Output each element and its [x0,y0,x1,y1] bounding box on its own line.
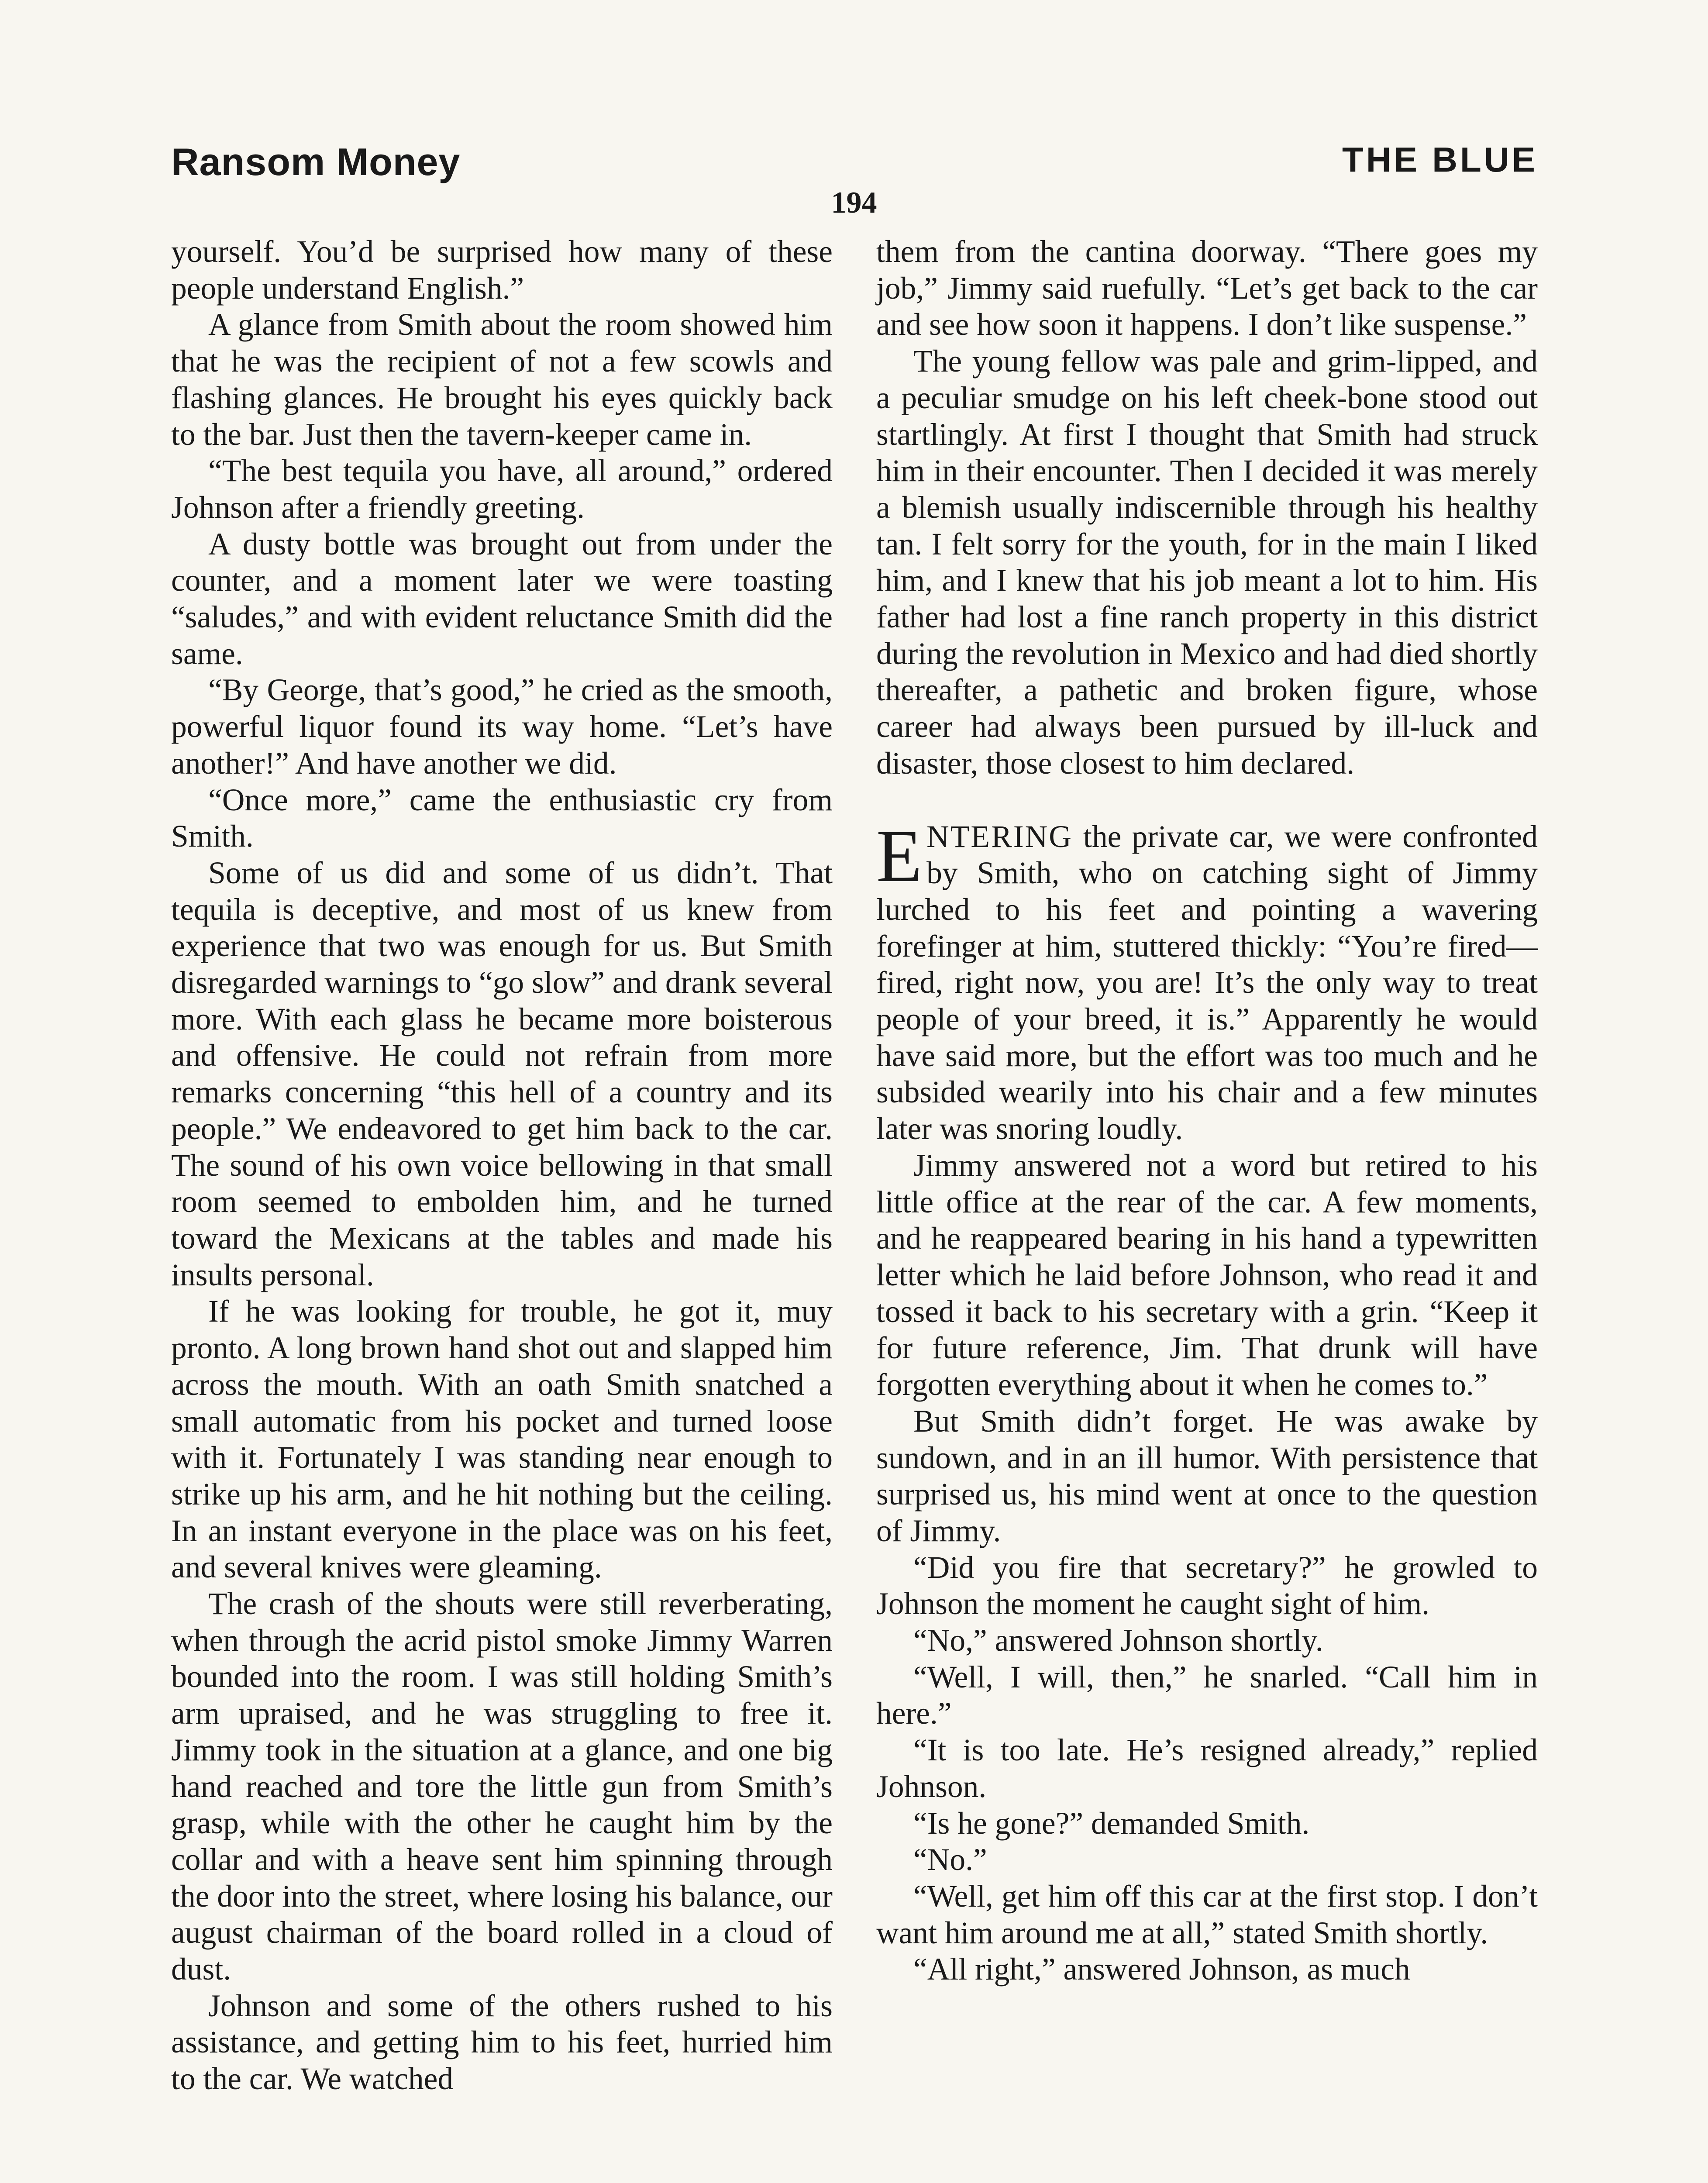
paragraph: The young fellow was pale and grim-lipped, and a peculiar smudge on his left cheek-bone stood out startlingly. At first I thought that Smith had struck him in their encounter. Then I decided it was merely a blemish usually indiscernible through his healthy tan. I felt sorry for the youth, for in the main I liked him, and I knew that his job meant a lot to him. His father had lost a fine ranch property in this district during the revolution in Mexico and had died shortly thereafter, a pathetic and broken figure, whose career had always been pursued by ill-luck and disaster, those closest to him declared. [876,344,1538,781]
paragraph: “It is too late. He’s resigned already,” replied Johnson. [876,1733,1538,1804]
magazine-name: THE BLUE [1342,140,1538,179]
paragraph: “Is he gone?” demanded Smith. [913,1806,1310,1841]
running-header [171,140,1538,188]
paragraph: A dusty bottle was brought out from under the counter, and a moment later we were toasting “saludes,” and with evident reluctance Smith did the same. [171,527,833,671]
paragraph: The crash of the shouts were still reverberating, when through the acrid pistol smoke Jimmy Warren bounded into the room. I was still holding Smith’s arm upraised, and he was struggling to free it. Jimmy took in the situation at a glance, and one big hand reached and tore the little gun from Smith’s grasp, while with the other he caught him by the collar and with a heave sent him spinning through the door into the street, where losing his balance, our august chairman of the board rolled in a cloud of dust. [171,1587,833,1987]
paragraph: Jimmy answered not a word but retired to his little office at the rear of the car. A few moments, and he reappeared bearing in his hand a typewritten letter which he laid before Johnson, who read it and tossed it back to his secretary with a grin. “Keep it for future reference, Jim. That drunk will have forgotten everything about it when he comes to.” [876,1148,1538,1402]
paragraph: “Well, I will, then,” he snarled. “Call him in here.” [876,1660,1538,1731]
paragraph: “By George, that’s good,” he cried as the smooth, powerful liquor found its way home. “Let’s have another!” And have another we did. [171,673,833,781]
page-number: 194 [831,186,877,220]
paragraph: “Did you fire that secretary?” he growled to Johnson the moment he caught sight of him. [876,1550,1538,1622]
section-break [876,782,1538,819]
drop-cap: E [876,814,923,898]
paragraph: Johnson and some of the others rushed to his assistance, and getting him to his feet, hurried him to the car. We watched [171,1988,833,2097]
paragraph: “All right,” answered Johnson, as much [913,1952,1410,1987]
paragraph: yourself. You’d be surprised how many of these people understand English.” [171,234,833,306]
dropcap-paragraph [876,814,1538,1147]
left-column [171,234,833,2097]
story-title: Ransom Money [171,140,461,183]
dropcap-lead-word: NTERING [926,819,1073,854]
paragraph: “Well, get him off this car at the first stop. I don’t want him around me at all,” stated Smith shortly. [876,1879,1538,1950]
paragraph: them from the cantina doorway. “There goes my job,” Jimmy said ruefully. “Let’s get back to the car and see how soon it happens. I don’t like suspense.” [876,234,1538,342]
paragraph: Some of us did and some of us didn’t. That tequila is deceptive, and most of us knew from experience that two was enough for us. But Smith disregarded warnings to “go slow” and drank several more. With each glass he became more boisterous and offensive. He could not refrain from more remarks concerning “this hell of a country and its people.” We endeavored to get him back to the car. The sound of his own voice bellowing in that small room seemed to embolden him, and he turned toward the Mexicans at the tables and made his insults personal. [171,855,833,1292]
paragraph: A glance from Smith about the room showed him that he was the recipient of not a few scowls and flashing glances. He brought his eyes quickly back to the bar. Just then the tavern-keeper came in. [171,307,833,452]
paragraph: “No.” [913,1842,987,1877]
right-column [876,234,1538,1988]
paragraph: “No,” answered Johnson shortly. [913,1623,1323,1658]
paragraph: “The best tequila you have, all around,” ordered Johnson after a friendly greeting. [171,454,833,525]
paragraph: If he was looking for trouble, he got it, muy pronto. A long brown hand shot out and slapped him across the mouth. With an oath Smith snatched a small automatic from his pocket and turned loose with it. Fortunately I was standing near enough to strike up his arm, and he hit nothing but the ceiling. In an instant everyone in the place was on his feet, and several knives were gleaming. [171,1294,833,1585]
dropcap-paragraph-text: the private car, we were confronted by Smith, who on catching sight of Jimmy lurched to his feet and pointing a wavering forefinger at him, stuttered thickly: “You’re fired—fired, right now, you are! It’s the only way to treat people of your breed, it is.” Apparently he would have said more, but the effort was too much and he subsided wearily into his chair and a few minutes later was snoring loudly. [876,819,1538,1147]
paragraph: “Once more,” came the enthusiastic cry from Smith. [171,782,833,854]
paragraph: But Smith didn’t forget. He was awake by sundown, and in an ill humor. With persistence that surprised us, his mind went at once to the question of Jimmy. [876,1404,1538,1548]
